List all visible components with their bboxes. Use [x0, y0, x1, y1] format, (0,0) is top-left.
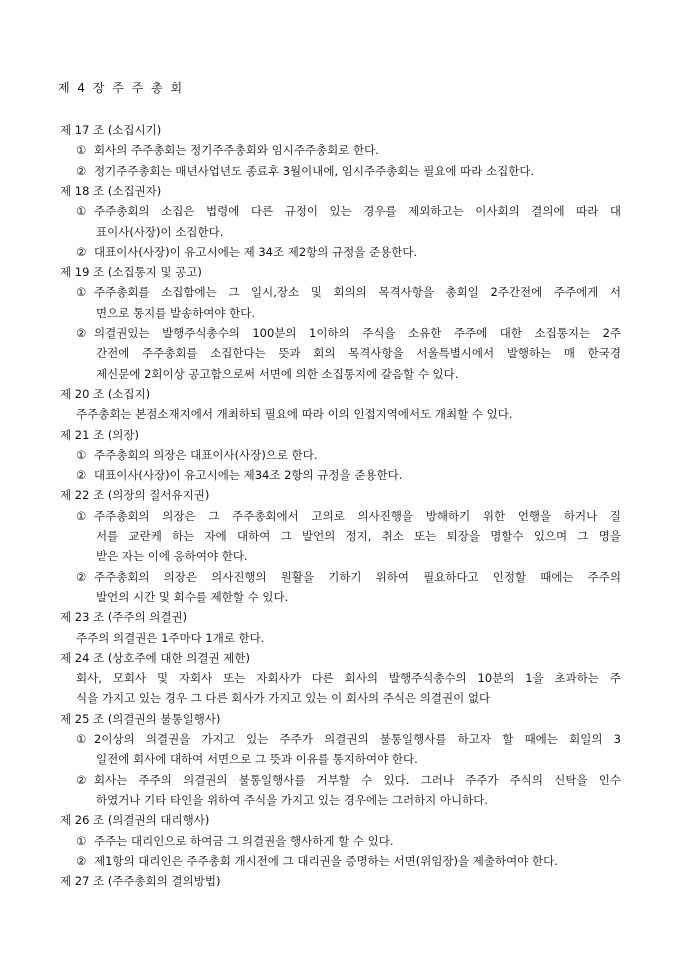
- clause-item: [76, 508, 621, 524]
- clause-item: [76, 203, 621, 219]
- clause-number: ②: [76, 244, 87, 259]
- clause-text: 주주총회의 의장은 대표이사(사장)으로 한다.: [94, 447, 318, 462]
- clause-continuation: 간전에 주주총회를 소집한다는 뜻과 회의 목격사항을 서울특별시에서 발행하는 매 한국경: [96, 346, 621, 361]
- clause-text: 주주총회의 의장은 의사진행의 원활을 기하기 위하여 필요하다고 인정할 때에는 주주의: [94, 569, 621, 584]
- clause-text: 제1항의 대리인은 주주총회 개시전에 그 대리권을 증명하는 서면(위임장)을 제출하여야 한다.: [94, 853, 558, 868]
- clause-item: [76, 284, 621, 300]
- article-heading: 제 17 조 (소집시기): [60, 123, 162, 137]
- clause-text: 주주총회를 소집함에는 그 일시,장소 및 회의의 목격사항을 총회일 2주간전에 주주에게 서: [94, 285, 621, 300]
- clause-item: [76, 325, 621, 341]
- clause-number: ①: [76, 285, 87, 300]
- article-heading: 제 20 조 (소집지): [60, 386, 151, 401]
- clause-item: [76, 569, 621, 585]
- article-body: 주주총회는 본점소재지에서 개최하되 필요에 따라 이의 인접지역에서도 개최할 수 있다.: [76, 407, 513, 422]
- clause-continuation: 하였거나 기타 타인을 위하여 주식을 가지고 있는 경우에는 그러하지 아니하다.: [96, 792, 489, 807]
- chapter-title: 제 4 장 주 주 총 회: [58, 81, 185, 95]
- clause-continuation: 제신문에 2회이상 공고함으로써 서면에 의한 소집통지에 갈음할 수 있다.: [96, 366, 459, 381]
- clause-continuation: 발언의 시간 및 회수를 제한할 수 있다.: [96, 589, 289, 604]
- article-heading: 제 24 조 (상호주에 대한 의결권 제한): [60, 650, 250, 665]
- clause-text: 주주는 대리인으로 하여금 그 의결권을 행사하게 할 수 있다.: [94, 833, 394, 848]
- clause-number: ②: [76, 163, 87, 178]
- clause-number: ①: [76, 143, 87, 158]
- clause-text: 회사는 주주의 의결권의 불통일행사를 거부할 수 있다. 그러나 주주가 주식의 신탁을 인수: [94, 772, 621, 787]
- clause-text: 의결권있는 발행주식총수의 100분의 1이하의 주식을 소유한 주주에 대한 소집통지는 2주: [94, 326, 621, 340]
- clause-text: 2이상의 의결권을 가지고 있는 주주가 의결권의 불통일행사를 하고자 할 때에는 회일의 3: [94, 732, 621, 746]
- clause-text: 정기주주총회는 매년사업년도 종료후 3월이내에, 임시주주총회는 필요에 따라 소집한다.: [94, 163, 535, 178]
- clause-continuation: 면으로 통지를 발송하여야 한다.: [96, 305, 256, 320]
- clause-item: [76, 142, 621, 158]
- article-heading: 제 19 조 (소집통지 및 공고): [60, 265, 202, 280]
- clause-text: 회사의 주주총회는 정기주주총회와 임시주주총회로 한다.: [94, 143, 379, 158]
- clause-item: [76, 163, 621, 179]
- clause-item: [76, 467, 621, 483]
- clause-item: [76, 731, 621, 747]
- clause-continuation: 서를 교란케 하는 자에 대하여 그 발언의 정지, 취소 또는 퇴장을 명할수 있으며 그 명을: [96, 529, 621, 543]
- clause-continuation: 일전에 회사에 대하여 서면으로 그 뜻과 이유를 통지하여야 한다.: [96, 752, 418, 767]
- clause-number: ②: [76, 326, 87, 340]
- article-body: 식을 가지고 있는 경우 그 다른 회사가 가지고 있는 이 회사의 주식은 의결권이 없다: [76, 691, 491, 706]
- clause-number: ①: [76, 204, 87, 219]
- article-heading: 제 23 조 (주주의 의결권): [60, 610, 188, 625]
- article-body: 주주의 의결권은 1주마다 1개로 한다.: [76, 630, 265, 645]
- clause-number: ②: [76, 569, 87, 584]
- clause-text: 대표이사(사장)이 유고시에는 제 34조 제2항의 규정을 준용한다.: [94, 244, 418, 259]
- clause-number: ①: [76, 732, 87, 746]
- clause-item: [76, 853, 621, 869]
- clause-item: [76, 772, 621, 788]
- clause-item: [76, 447, 621, 463]
- clause-number: ①: [76, 447, 87, 462]
- clause-text: 주주총회의 소집은 법령에 다른 규정이 있는 경우를 제외하고는 이사회의 결의에 따라 대: [94, 204, 621, 219]
- clause-number: ①: [76, 508, 87, 523]
- article-heading: 제 21 조 (의장): [60, 427, 140, 442]
- clause-text: 대표이사(사장)이 유고시에는 제34조 2항의 규정을 준용한다.: [94, 468, 403, 483]
- clause-continuation: 표이사(사장)이 소집한다.: [96, 224, 224, 239]
- article-body: 회사, 모회사 및 자회사 또는 자회사가 다른 회사의 발행주식총수의 10분의 1을 초과하는 주: [76, 671, 621, 686]
- clause-text: 주주총회의 의장은 그 주주총회에서 고의로 의사진행을 방해하기 위한 언행을 하거나 질: [94, 508, 621, 523]
- article-heading: 제 27 조 (주주총회의 결의방법): [60, 874, 221, 889]
- article-heading: 제 22 조 (의장의 질서유지권): [60, 488, 210, 503]
- clause-number: ②: [76, 853, 87, 868]
- clause-item: [76, 244, 621, 260]
- clause-continuation: 받은 자는 이에 응하여야 한다.: [96, 549, 248, 564]
- clause-number: ②: [76, 468, 87, 483]
- clause-item: [76, 833, 621, 849]
- article-heading: 제 18 조 (소집권자): [60, 183, 162, 198]
- article-heading: 제 25 조 (의결권의 불통일행사): [60, 711, 221, 726]
- article-heading: 제 26 조 (의결권의 대리행사): [60, 813, 210, 828]
- clause-number: ①: [76, 833, 87, 848]
- clause-number: ②: [76, 772, 87, 787]
